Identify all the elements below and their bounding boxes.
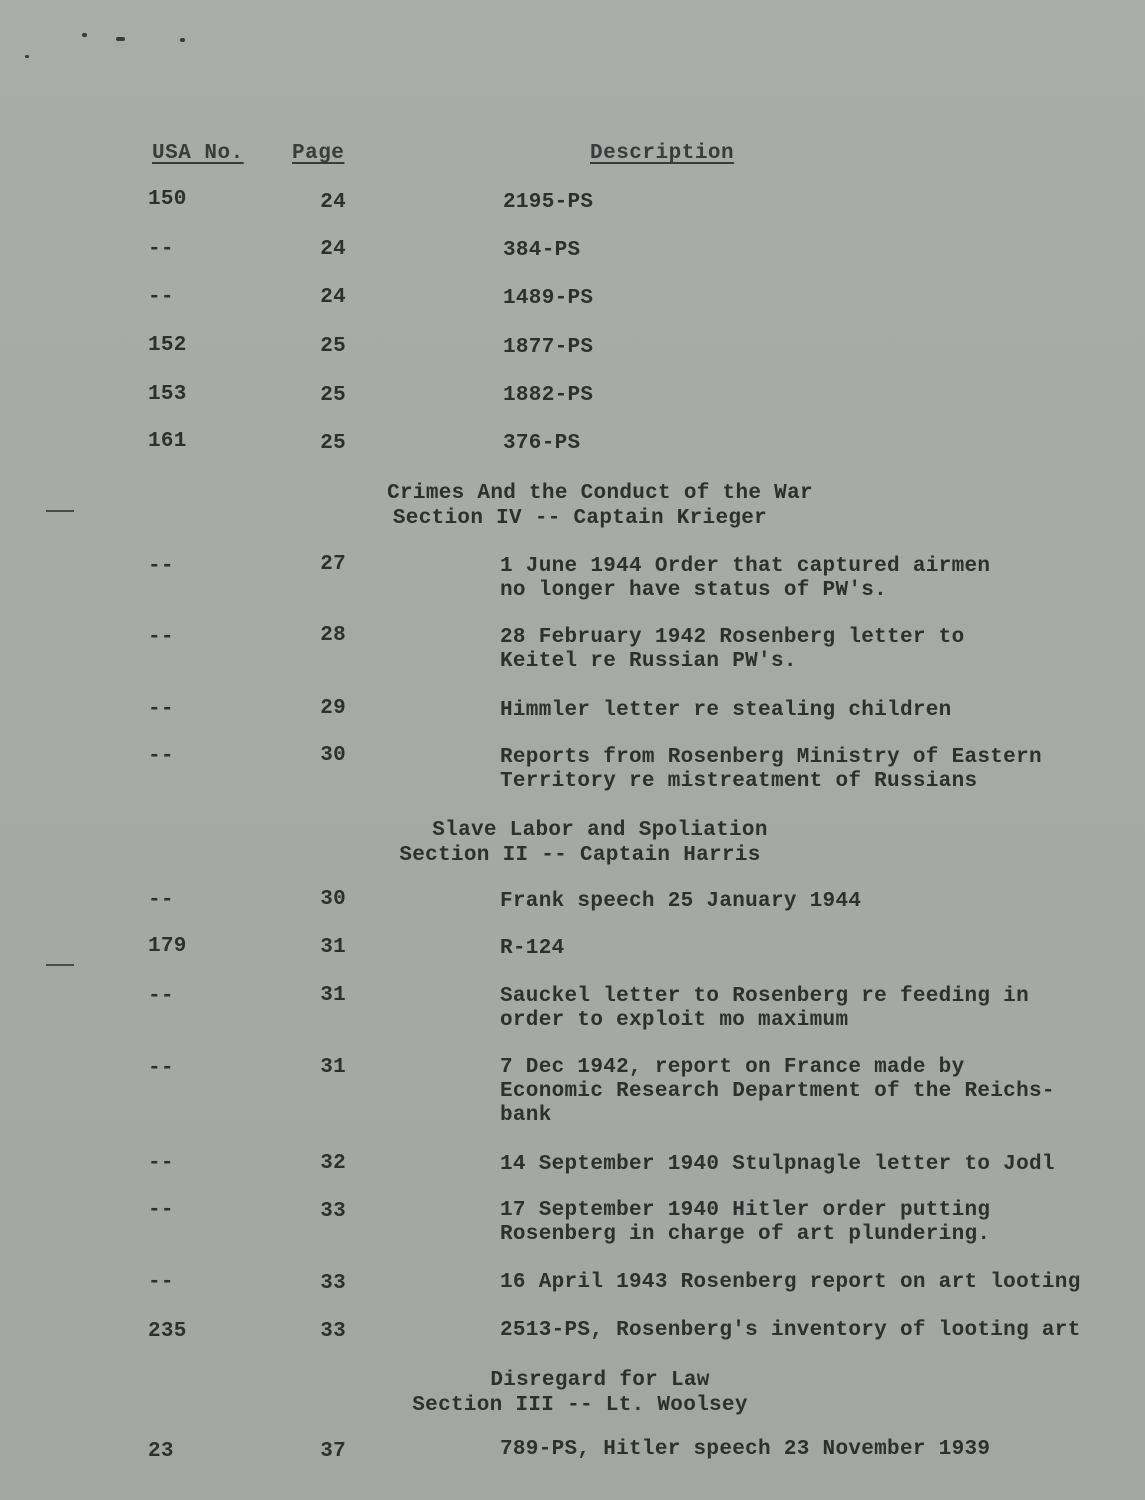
column-header-page: Page xyxy=(292,142,345,165)
page-cell: 30 xyxy=(320,744,346,767)
page-cell: 31 xyxy=(320,936,346,959)
usa-no-cell: 150 xyxy=(148,188,187,211)
description-cell: Himmler letter re stealing children xyxy=(500,699,952,722)
section-title: Disregard for Law xyxy=(490,1369,710,1392)
usa-no-cell: 179 xyxy=(148,935,187,958)
usa-no-cell: 153 xyxy=(148,383,187,406)
margin-mark xyxy=(46,964,74,966)
description-cell: 1877-PS xyxy=(503,336,594,359)
description-cell: 14 September 1940 Stulpnagle letter to Jodl xyxy=(500,1153,1055,1176)
section-heading xyxy=(240,818,960,868)
usa-no-cell: 23 xyxy=(148,1440,174,1463)
margin-mark xyxy=(46,510,74,512)
section-subtitle: Section II -- Captain Harris xyxy=(399,844,761,867)
column-header-usa-no: USA No. xyxy=(152,142,244,165)
ink-speck xyxy=(180,38,185,42)
description-cell: 1489-PS xyxy=(503,287,594,310)
usa-no-cell: 152 xyxy=(148,334,187,357)
usa-no-cell: 235 xyxy=(148,1320,187,1343)
page-cell: 30 xyxy=(320,888,346,911)
page-cell: 33 xyxy=(320,1200,346,1223)
section-subtitle: Section IV -- Captain Krieger xyxy=(392,507,768,530)
page-cell: 24 xyxy=(320,191,346,214)
usa-no-cell: -- xyxy=(148,698,174,721)
page-cell: 24 xyxy=(320,286,346,309)
description-cell: 1882-PS xyxy=(503,384,594,407)
usa-no-cell: -- xyxy=(148,555,174,578)
page-cell: 37 xyxy=(320,1440,346,1463)
usa-no-cell: -- xyxy=(148,626,174,649)
description-cell: Reports from Rosenberg Ministry of Eastern Territory re mistreatment of Russians xyxy=(500,746,1042,793)
page-cell: 27 xyxy=(320,553,346,576)
description-cell: 7 Dec 1942, report on France made by Economic Research Department of the Reichs- bank xyxy=(500,1056,1055,1127)
ink-speck xyxy=(82,33,87,37)
description-cell: R-124 xyxy=(500,937,565,960)
page-cell: 29 xyxy=(320,697,346,720)
section-heading xyxy=(240,481,960,531)
page-cell: 32 xyxy=(320,1152,346,1175)
description-cell: 2513-PS, Rosenberg's inventory of looting art xyxy=(500,1319,1081,1342)
section-subtitle: Section III -- Lt. Woolsey xyxy=(412,1394,748,1417)
usa-no-cell: -- xyxy=(148,745,174,768)
usa-no-cell: -- xyxy=(148,889,174,912)
usa-no-cell: -- xyxy=(148,238,174,261)
ink-speck xyxy=(25,55,29,58)
usa-no-cell: -- xyxy=(148,1057,174,1080)
description-cell: 789-PS, Hitler speech 23 November 1939 xyxy=(500,1438,991,1461)
page-cell: 33 xyxy=(320,1320,346,1343)
page-cell: 25 xyxy=(320,384,346,407)
page-cell: 31 xyxy=(320,1056,346,1079)
section-heading xyxy=(240,1368,960,1418)
usa-no-cell: -- xyxy=(148,1152,174,1175)
usa-no-cell: -- xyxy=(148,985,174,1008)
ink-speck xyxy=(116,37,125,41)
page-cell: 33 xyxy=(320,1272,346,1295)
column-header-description: Description xyxy=(590,142,735,165)
description-cell: 16 April 1943 Rosenberg report on art looting xyxy=(500,1271,1081,1294)
description-cell: Sauckel letter to Rosenberg re feeding in order to exploit mo maximum xyxy=(500,985,1029,1032)
usa-no-cell: -- xyxy=(148,286,174,309)
page-cell: 25 xyxy=(320,432,346,455)
page-cell: 24 xyxy=(320,238,346,261)
description-cell: 28 February 1942 Rosenberg letter to Keitel re Russian PW's. xyxy=(500,626,965,673)
page-cell: 31 xyxy=(320,984,346,1007)
description-cell: 2195-PS xyxy=(503,191,594,214)
usa-no-cell: -- xyxy=(148,1199,174,1222)
description-cell: 1 June 1944 Order that captured airmen no longer have status of PW's. xyxy=(500,555,991,602)
description-cell: 17 September 1940 Hitler order putting Rosenberg in charge of art plundering. xyxy=(500,1199,991,1246)
usa-no-cell: -- xyxy=(148,1271,174,1294)
description-cell: 376-PS xyxy=(503,432,581,455)
page-cell: 25 xyxy=(320,335,346,358)
usa-no-cell: 161 xyxy=(148,430,187,453)
description-cell: 384-PS xyxy=(503,239,581,262)
description-cell: Frank speech 25 January 1944 xyxy=(500,890,862,913)
page-cell: 28 xyxy=(320,624,346,647)
section-title: Slave Labor and Spoliation xyxy=(432,819,768,842)
section-title: Crimes And the Conduct of the War xyxy=(387,482,813,505)
